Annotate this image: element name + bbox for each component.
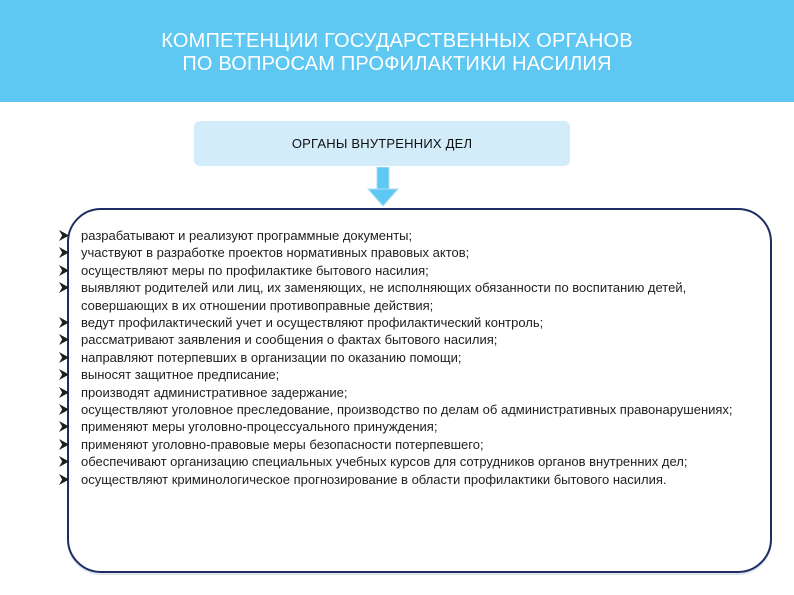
page-title [0,30,794,76]
arrowhead-bullet-icon [59,334,69,345]
arrowhead-bullet-icon [59,369,69,380]
duty-text: выявляют родителей или лиц, их заменяющих, не исполняющих обязанности по воспитанию детей, совершающих в их отношении противоправные действия; [81,280,687,313]
duty-text: ведут профилактический учет и осуществляют профилактический контроль; [81,315,544,331]
arrowhead-bullet-icon [59,474,69,485]
arrowhead-bullet-icon [59,352,69,363]
duty-text: осуществляют меры по профилактике бытового насилия; [81,262,429,278]
list-item [59,349,759,366]
duty-text: осуществляют уголовное преследование, производство по делам об административных правонарушениях; [81,402,733,418]
duty-text: направляют потерпевших в организации по оказанию помощи; [81,349,462,365]
list-item [59,262,759,279]
list-item [59,453,759,470]
duty-text: производят административное задержание; [81,384,348,400]
arrowhead-bullet-icon [59,456,69,467]
duty-text: применяют меры уголовно-процессуального принуждения; [81,419,438,435]
list-item [59,418,759,435]
list-item [59,227,759,244]
arrowhead-bullet-icon [59,247,69,258]
duty-text: рассматривают заявления и сообщения о фактах бытового насилия; [81,332,498,348]
arrowhead-bullet-icon [59,439,69,450]
arrowhead-bullet-icon [59,387,69,398]
arrowhead-bullet-icon [59,265,69,276]
list-item [59,279,759,314]
list-item [59,401,759,418]
duty-text: участвуют в разработке проектов нормативных правовых актов; [81,245,470,261]
list-item [59,244,759,261]
duty-text: разрабатывают и реализуют программные документы; [81,228,413,243]
duty-text: применяют уголовно-правовые меры безопасности потерпевшего; [81,436,484,452]
organ-label: ОРГАНЫ ВНУТРЕННИХ ДЕЛ [291,136,473,151]
list-item [59,366,759,383]
list-item [59,314,759,331]
arrowhead-bullet-icon [59,282,69,293]
list-item [59,471,759,488]
duty-text: обеспечивают организацию специальных учебных курсов для сотрудников органов внутренних дел; [81,454,688,470]
arrow-down-icon [366,167,400,207]
arrowhead-bullet-icon [59,404,69,415]
arrowhead-bullet-icon [59,421,69,432]
duties-list [59,227,759,488]
page-title-line-2: ПО ВОПРОСАМ ПРОФИЛАКТИКИ НАСИЛИЯ [182,53,612,75]
duty-text: выносят защитное предписание; [81,367,280,383]
duty-text: осуществляют криминологическое прогнозирование в области профилактики бытового насилия. [81,471,667,487]
arrowhead-bullet-icon [59,230,69,241]
list-item [59,436,759,453]
list-item [59,384,759,401]
list-item [59,331,759,348]
arrowhead-bullet-icon [59,317,69,328]
organ-box [194,121,570,166]
page-title-line-1: КОМПЕТЕНЦИИ ГОСУДАРСТВЕННЫХ ОРГАНОВ [161,30,633,52]
